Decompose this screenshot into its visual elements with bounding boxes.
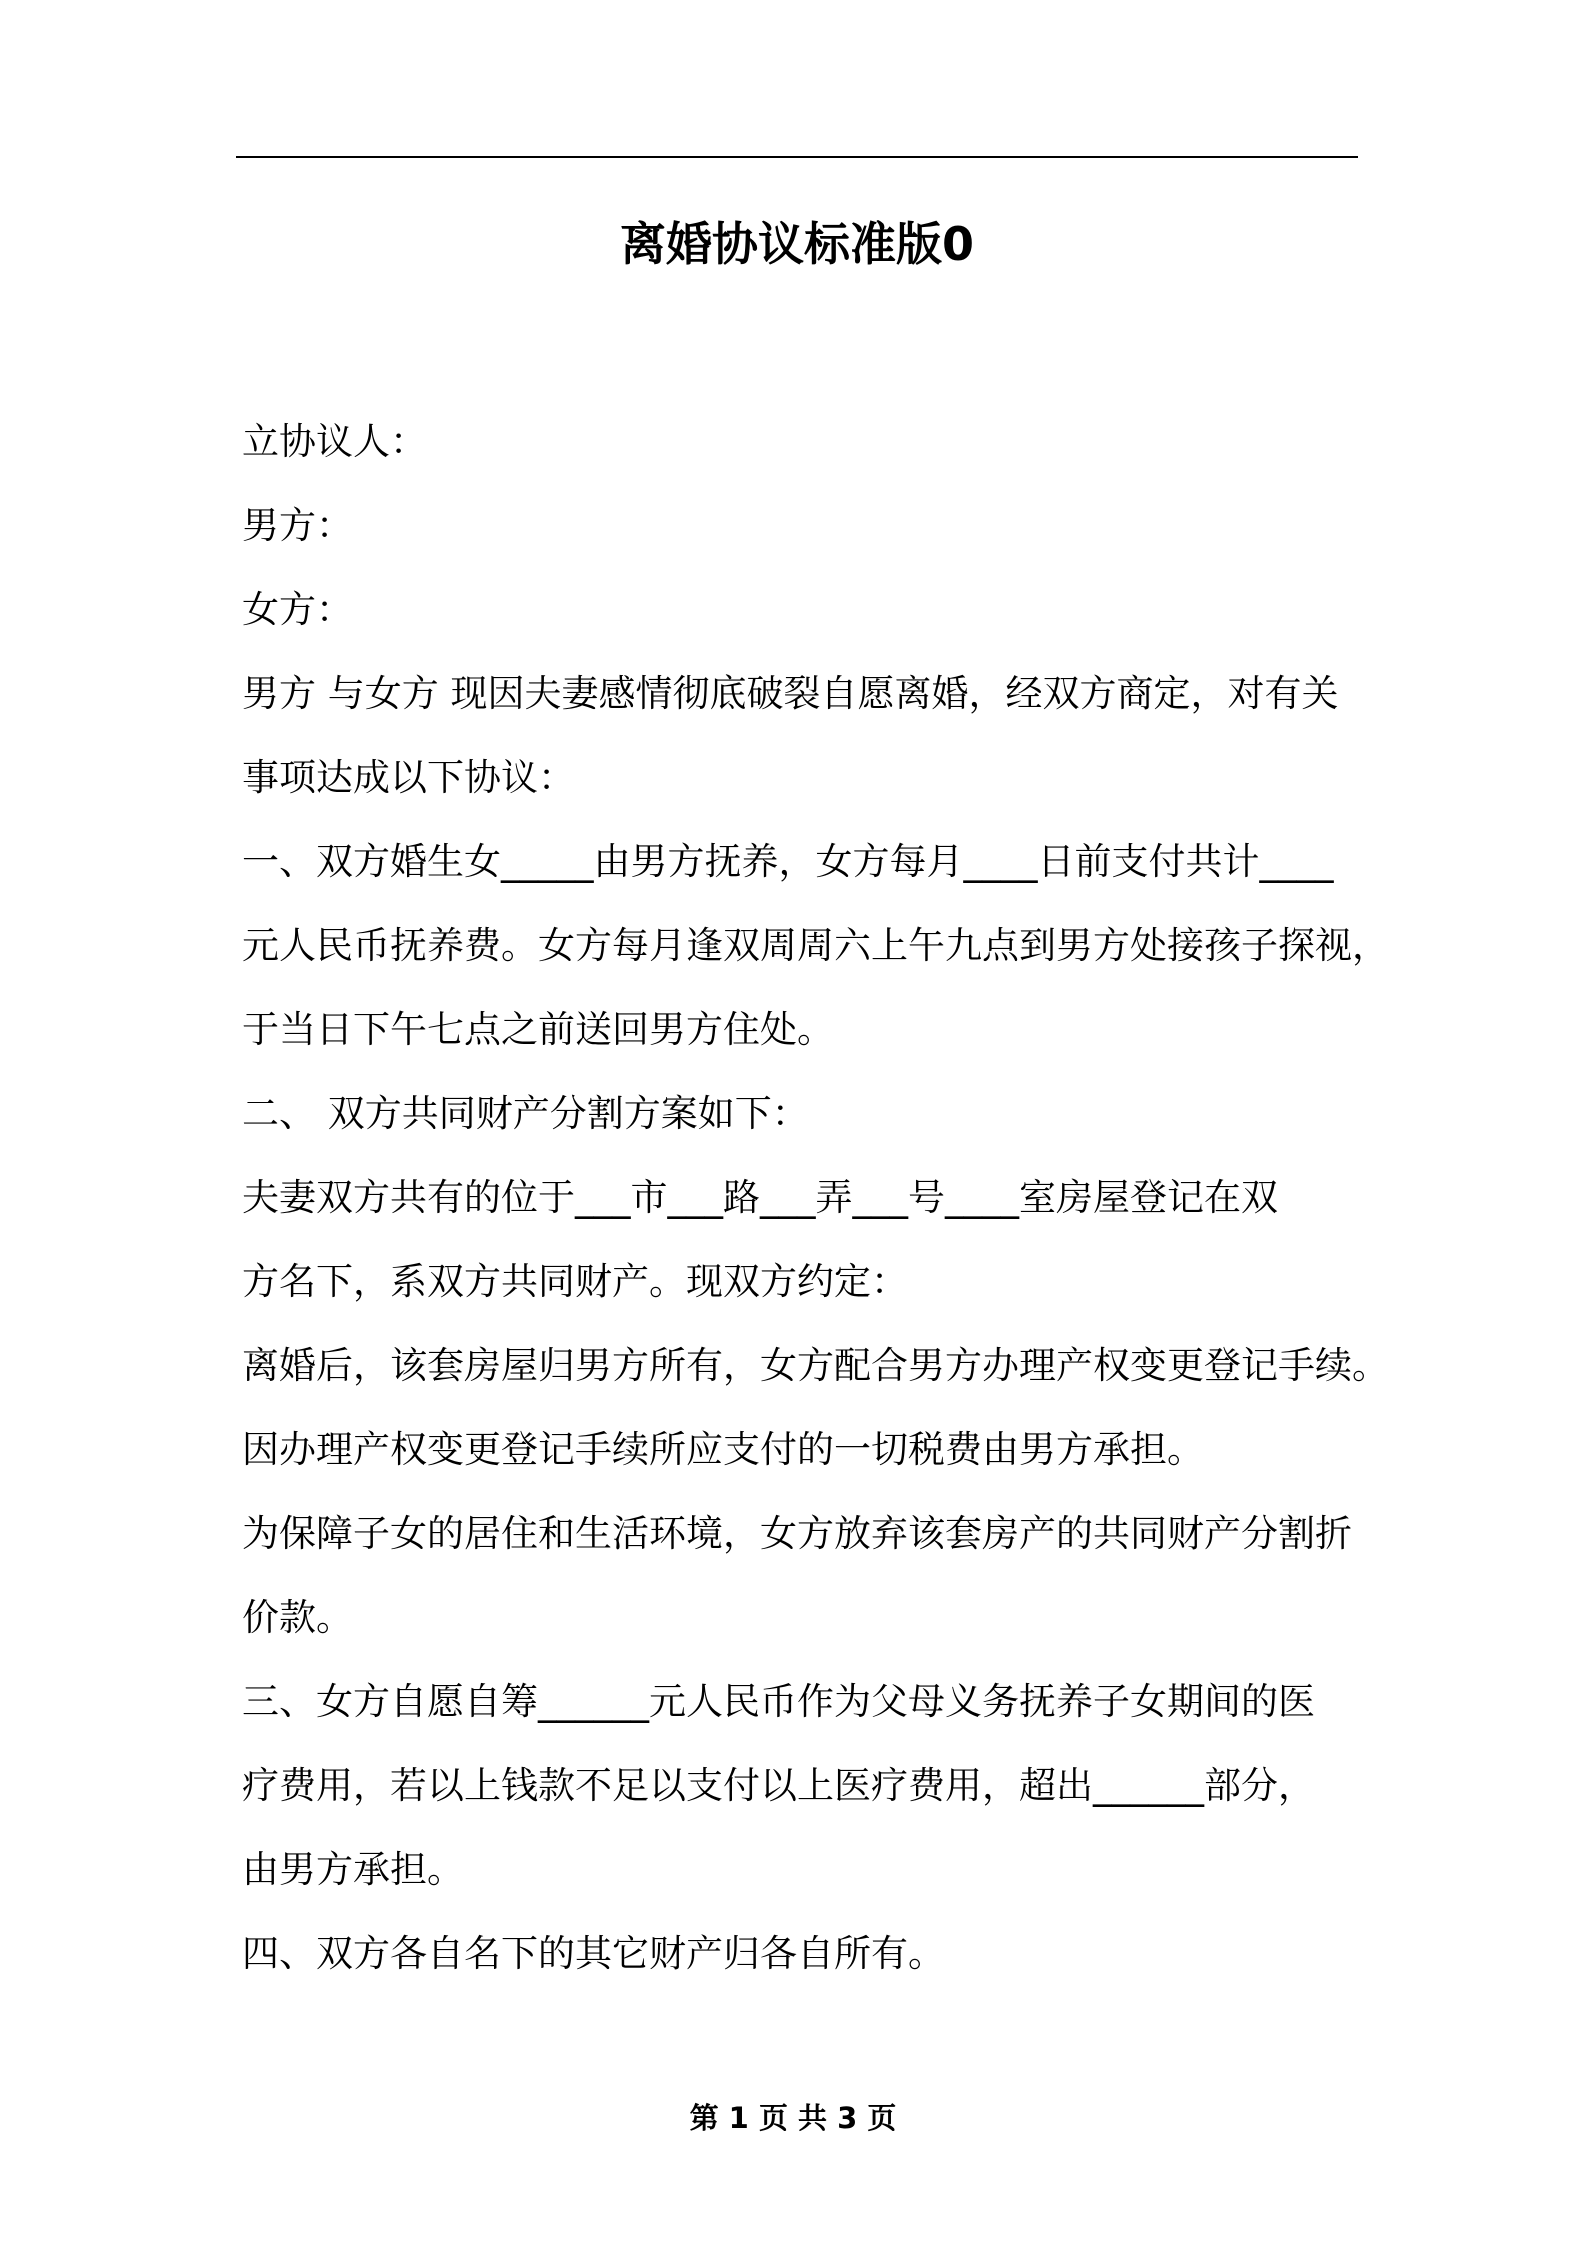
text-line: 方名下，系双方共同财产。现双方约定： (242, 1260, 908, 1303)
text-line: 疗费用，若以上钱款不足以支付以上医疗费用，超出______部分， (242, 1764, 1315, 1807)
text-line: 于当日下午七点之前送回男方住处。 (242, 1008, 834, 1051)
text-line: 四、双方各自名下的其它财产归各自所有。 (242, 1932, 945, 1975)
text-line: 三、女方自愿自筹______元人民币作为父母义务抚养子女期间的医 (242, 1680, 1315, 1723)
header-rule (236, 156, 1358, 158)
text-line: 男方： (242, 504, 353, 547)
text-line: 男方 与女方 现因夫妻感情彻底破裂自愿离婚，经双方商定，对有关 (242, 672, 1339, 715)
document-title: 离婚协议标准版0 (619, 217, 974, 271)
text-line: 一、双方婚生女_____由男方抚养，女方每月____日前支付共计____ (242, 840, 1334, 883)
text-line: 女方： (242, 588, 353, 631)
text-line: 离婚后，该套房屋归男方所有，女方配合男方办理产权变更登记手续。 (242, 1344, 1389, 1387)
text-line: 立协议人： (242, 420, 427, 463)
text-line: 为保障子女的居住和生活环境，女方放弃该套房产的共同财产分割折 (242, 1512, 1352, 1555)
text-line: 由男方承担。 (242, 1848, 464, 1891)
document-body (242, 400, 1389, 1996)
page-number-footer: 第 1 页 共 3 页 (689, 2101, 897, 2135)
text-line: 价款。 (242, 1596, 353, 1639)
text-line: 事项达成以下协议： (242, 756, 575, 799)
text-line: 夫妻双方共有的位于___市___路___弄___号____室房屋登记在双 (242, 1176, 1278, 1219)
text-line: 二、 双方共同财产分割方案如下： (242, 1092, 809, 1135)
text-line: 元人民币抚养费。女方每月逢双周周六上午九点到男方处接孩子探视， (242, 924, 1389, 967)
text-line: 因办理产权变更登记手续所应支付的一切税费由男方承担。 (242, 1428, 1204, 1471)
